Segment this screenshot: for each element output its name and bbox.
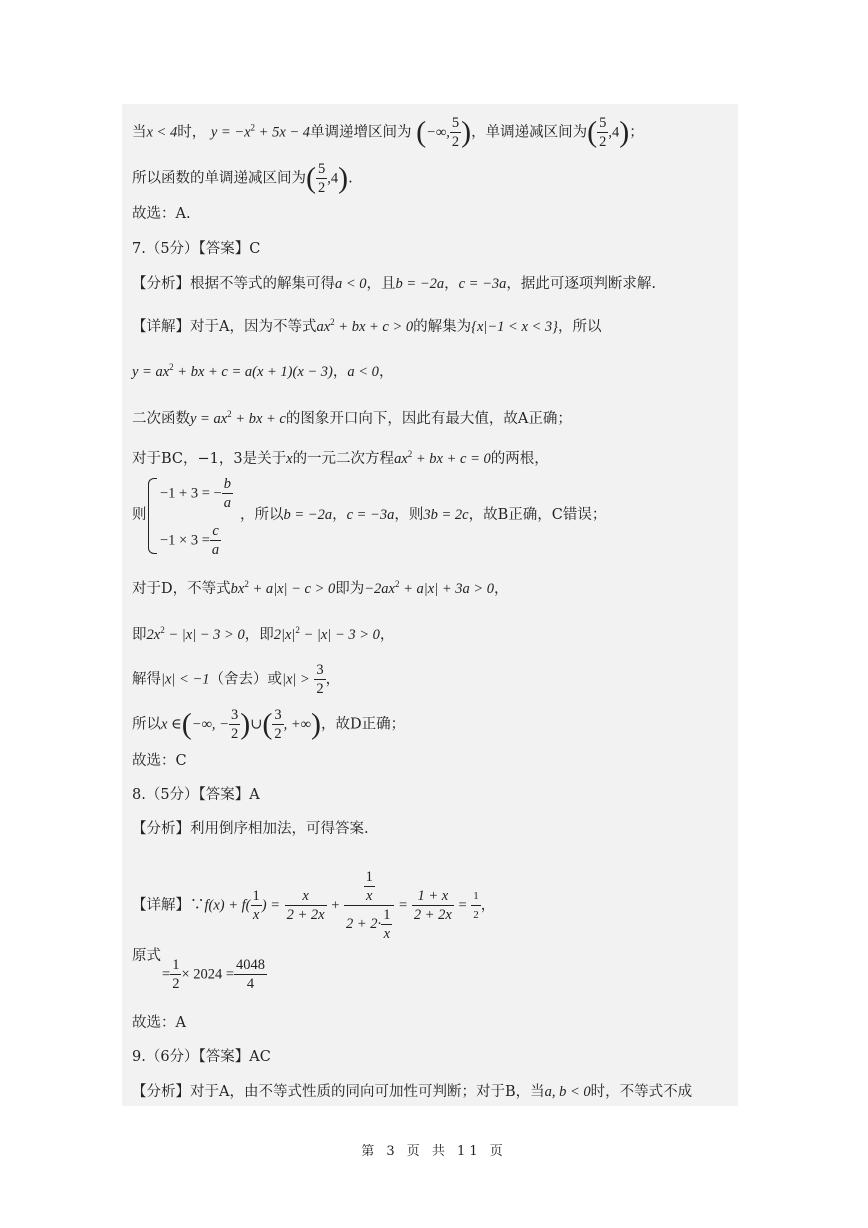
q8-original-label: 原式	[132, 948, 161, 964]
system-row-1: −1 + 3 = − $\frac{b}{a}$	[160, 476, 231, 511]
question-8-answer: 8.（5分）【答案】A	[132, 787, 260, 803]
q7-option-d-2: 即$2x^2 - |x| - 3 > 0$，即$2|x|^2 - |x| - 3 > 0$，	[132, 625, 395, 643]
q7-system-prefix: 则	[132, 507, 147, 523]
paren: )	[461, 115, 472, 149]
math: + 5x − 4	[255, 124, 311, 141]
q8-analysis: 【分析】利用倒序相加法，可得答案.	[132, 821, 369, 837]
paren: (	[416, 115, 427, 149]
line-monotonic-intervals	[132, 114, 644, 151]
paren: (	[587, 115, 598, 149]
text: ，单调递减区间为	[471, 124, 588, 141]
comma: ,	[327, 170, 331, 187]
q7-equation: $y = ax^2$ + bx + c = a(x + 1)(x − 3)，a < 0，	[132, 362, 394, 380]
math: y = −x	[210, 124, 251, 141]
fraction-five-halves: $\frac{5}{2}$	[451, 115, 460, 150]
q7-option-d: 对于D，不等式$bx^2 + a|x| - c > 0$即为$-2ax^2 + a|x| + 3a > 0$，	[132, 579, 509, 597]
fraction-five-halves: $\frac{5}{2}$	[599, 115, 607, 150]
question-7-answer: 7.（5分）【答案】C	[132, 241, 261, 257]
text: 当	[132, 124, 147, 141]
text: ；	[629, 124, 644, 141]
q7-quadratic: 二次函数$y = ax^2$ + bx + c的图象开口向下，因此有最大值，故A正确；	[132, 409, 572, 427]
math: −∞,	[426, 124, 450, 141]
system-row-2: −1 × 3 = $\frac{c}{a}$	[160, 523, 220, 558]
text: 所以函数的单调递减区间为	[132, 170, 306, 187]
answer-line: 故选：A.	[132, 206, 191, 222]
comma: ,	[608, 124, 613, 141]
text: 单调递增区间为	[310, 124, 412, 141]
q7-detail: 【详解】对于A，因为不等式$ax^2$ + bx + c > 0的解集为{x|−1 < x < 3}，所以	[132, 317, 602, 335]
system-brace	[148, 478, 157, 554]
q7-analysis: 【分析】根据不等式的解集可得a < 0，且b = −2a，c = −3a，据此可逐项判断求解.	[132, 276, 656, 292]
q7-final: 故选：C	[132, 753, 187, 769]
paren: )	[619, 115, 630, 149]
q8-detail: 【详解】∵f(x) + f( $\frac{1}{x}$ ) = $\frac{x}{2 + 2x}$ + $\frac{1}{x}$ 2 + 2· $\frac{1}{x}$ = $\frac{1 + x}{2 + 2x}$ = $\frac{1}{2}$ ，	[132, 869, 496, 942]
q7-option-d-3: 解得|x| < −1（舍去）或|x| > $\frac{3}{2}$ ，	[132, 662, 341, 697]
line-decreasing-interval	[132, 160, 353, 197]
text: 时，	[177, 124, 207, 141]
exponent: 2	[250, 122, 256, 133]
q9-analysis: 【分析】对于A，由不等式性质的同向可加性可判断；对于B，当a, b < 0时，不等式不成	[132, 1084, 693, 1100]
question-9-answer: 9.（6分）【答案】AC	[132, 1049, 271, 1065]
paren: (	[306, 161, 316, 195]
text: .	[348, 170, 353, 187]
q7-option-d-4: 所以x ∈(−∞, − $\frac{3}{2}$ )∪( $\frac{3}{2}$ , +∞)，故D正确；	[132, 707, 406, 742]
math: 4	[612, 124, 620, 141]
q8-final: 故选：A	[132, 1015, 186, 1031]
page-footer: 第 3 页 共 11 页	[361, 1144, 507, 1159]
math: x < 4	[146, 124, 178, 141]
fraction-five-halves: $\frac{5}{2}$	[318, 161, 326, 196]
q7-roots: 对于BC，−1，3是关于x的一元二次方程$ax^2$ + bx + c = 0的两根，	[132, 449, 549, 467]
math: 4	[330, 170, 339, 187]
q8-original-expression: = $\frac{1}{2}$ × 2024 = $\frac{4048}{4}$	[162, 957, 266, 992]
paren: )	[338, 161, 349, 195]
system-conclusion: ，所以b = −2a，c = −3a，则3b = 2c，故B正确，C错误；	[240, 507, 607, 523]
